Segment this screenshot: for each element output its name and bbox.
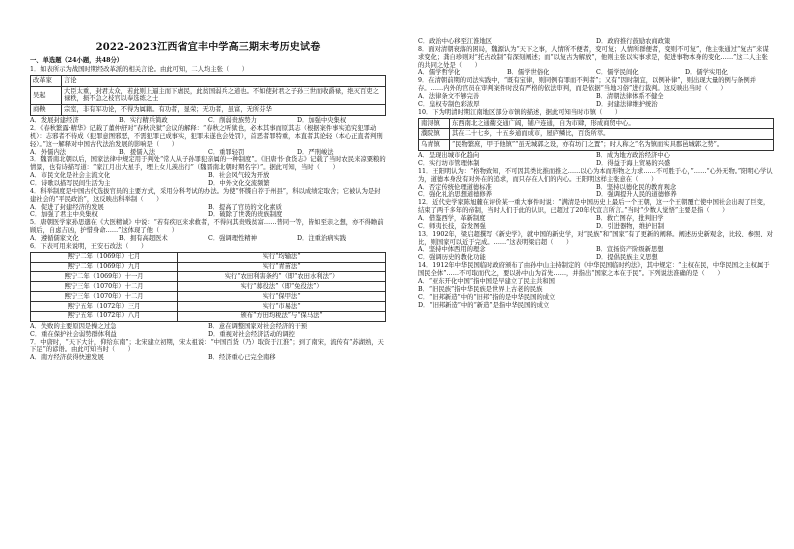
question-14-stem: 14．1912年中华民国临时政府颁布了由孙中山主持制定的《中华民国临时约法》，其中规定：“主权在民，中华民国之主权属于国民全体”……不可取而代之，要以孙中山为首先……，并指出“国家之本在于民”。下列说法准确的是（ ） bbox=[418, 262, 770, 278]
table-cell: 熙宁二年（1069年）七月 bbox=[31, 252, 178, 262]
option-a: A．呈现出城市化趋向 bbox=[418, 152, 480, 160]
option-b: B．救亡图存，批判旧学 bbox=[596, 215, 664, 223]
option-a: A．“亚东开化中国”指中国是早建立了民主共和国 bbox=[418, 277, 555, 285]
table-cell: 熙宁二年（1069年）十一月 bbox=[31, 272, 178, 282]
question-9-stem: 9．在清朝前期的司法实践中，“既有宝律，则同例有罪而不判者”；又有“因时制宜，以例补律”，则出现大量的例与条例并存。……内外的官员在审判案件时没有严格的依法审判，而是依据“当地习俗”进行裁判。这反映出当时（ ） bbox=[418, 77, 757, 93]
option-c: C．重罪轻罚 bbox=[208, 148, 245, 156]
option-a: A．南方经济获得快速发展 bbox=[30, 354, 104, 362]
question-2-stem: 2．《春秋繁露·精华》记载了董仲舒对“春秋决狱”会议的解释：“春秋之听狱也，必本其事而原其志（根据案件事实追究犯罪动机）：志邪者不待成（犯罪意图邪恶，不需犯罪已成事实，犯罪未遂也会处罚），首恶者罪特重，本直者其论轻（本心正直者判刑轻）。”这一解释对中国古代法治发展的影响是（ ） bbox=[30, 125, 383, 148]
option-c: C．强调理性精神 bbox=[208, 235, 257, 243]
table-cell: “民物繁庶，甲于他镇”“虽无城郭之设，亦有坊门之置”；时人称之“名为镇而实具郡邑城郭之势”。 bbox=[450, 140, 774, 151]
table-cell: 实行“募役法”（即“免役法”） bbox=[178, 282, 386, 292]
option-b: B．实行精兵简政 bbox=[119, 117, 168, 125]
option-a: A．否定传统伦理道德标准 bbox=[418, 183, 492, 191]
option-a: A．借鉴西学，革新制度 bbox=[418, 215, 486, 223]
option-c: C．重在保护社会弱势群体利益 bbox=[30, 330, 117, 338]
question-1-stem: 1．如表所示为战国时期经改革派的相关言论。由此可知，二人均主张（ ） bbox=[30, 65, 249, 73]
table-cell: 大臣太重，封君太众，若此则上逼主而下虐民，此贫国弱兵之道也。不如使封君之子孙三世而收爵禄，绝灭百吏之禄秩，损不急之枝官以奉选练之士 bbox=[62, 86, 386, 105]
question-6-options bbox=[30, 323, 386, 339]
question-9-options bbox=[418, 93, 774, 109]
question-6-table bbox=[30, 252, 386, 322]
option-a: A．遵循儒家文化 bbox=[30, 235, 79, 243]
question-6-stem: 6．下表可用来说明，王安石改法（ ） bbox=[30, 242, 148, 250]
question-7-options-continued bbox=[418, 38, 774, 46]
option-a: A．外儒内法 bbox=[30, 148, 67, 156]
right-column bbox=[418, 38, 774, 309]
option-a: A．促进了封建经济的发展 bbox=[30, 203, 104, 211]
table-cell: 宗室，非有军功论，不得为属籍。有功者，显荣；无功者，虽富，无所芬华 bbox=[62, 105, 386, 116]
question-4-options bbox=[30, 204, 386, 220]
question-13-options bbox=[418, 246, 774, 262]
left-column bbox=[30, 57, 386, 362]
option-d: D．“旧邦新造”中的“新造”是指中华民国的成立 bbox=[418, 301, 550, 309]
question-4-stem: 4．科举制度是中国古代选拔官员的主要方式，采用分科考试的办法。为使“怀牒自荐于州县”，科以成绩定取舍；它被认为是封建社会的“平民政治”，这反映出科举制（ ） bbox=[30, 187, 381, 203]
table-cell: 熙宁五年（1072年）三月 bbox=[31, 302, 178, 312]
option-d: D．得益于海上贸易的兴盛 bbox=[596, 160, 671, 168]
option-d: D．中外文化交流频繁 bbox=[208, 180, 270, 188]
option-c: C．政治中心移至江淮地区 bbox=[418, 38, 493, 45]
option-d: D．儒学实用化 bbox=[685, 69, 728, 77]
option-b: B．宣扬资产阶级新思想 bbox=[596, 246, 664, 254]
question-1-table bbox=[30, 75, 386, 116]
question-3-stem: 3．魏晋南北朝以后，国家法律中规定用于判处“常人从子孙罪犯亲属的一种制度”。《旧唐书·食货志》记载了当时农民来凉粟粮的情景，也有诗描写道：“家江月出大星手，埋上女儿羡出行”（魏晋南北朝时期名字）”。据此可知，当时（ ） bbox=[30, 156, 386, 172]
table-cell: 熙宁三年（1070年）十二月 bbox=[31, 282, 178, 292]
section-heading: 一、单选题（24小题，共48分） bbox=[30, 57, 124, 64]
table-cell: 东西南北之通衢交通广阔，铺户连通，自为市肆，形成商贸中心。 bbox=[450, 118, 774, 129]
option-b: B．拥有高超医术 bbox=[119, 235, 168, 243]
table-cell: 实行“市易法” bbox=[178, 302, 386, 312]
question-12-stem: 12．近代史学家陈旭麓在评价某一重大事件时说：“满清是中国历史上最后一个王朝，这一个王朝覆亡使中国社会出现了巨变，结束了两千多年的帝制，当时人们于此的认识，已超过了20年代宣言所言。”当时“少数人觉悟”主要是指（ ） bbox=[418, 199, 770, 215]
option-a: A．法律条文不够完善 bbox=[418, 93, 480, 101]
table-cell: 熙宁五年（1072年）八月 bbox=[31, 311, 178, 321]
question-10-table bbox=[418, 118, 774, 152]
table-cell: 实行“农田利害条约”（即“农田水利法”） bbox=[178, 272, 386, 282]
option-b: B．坚持以德化民的教育观念 bbox=[596, 183, 677, 191]
table-cell: 熙宁二年（1069年）九月 bbox=[31, 262, 178, 272]
table-header-cell: 言论 bbox=[62, 75, 386, 86]
table-cell: 商鞅 bbox=[31, 105, 62, 116]
option-b: B．提高了官员的文化素质 bbox=[208, 203, 282, 211]
question-13-stem: 13．1902年，梁启超撰写《新史学》，就中国的新史学，对“民族”和“国家”有了更新的阐释。阐述历史新观念，比较、参照、对比，则国家可以近于完成。……”这表明梁启超（ ） bbox=[418, 230, 773, 246]
option-d: D．强调提升人民的道德修养 bbox=[596, 191, 677, 199]
question-8-stem: 8．面对清朝衰落的困局，魏源认为“天下之事，人情所不便者，变可复；人情所群便者，变则不可复”，他主张通过“复古”来谋求变化；龚自珍则对“托古改制”有深刻阐述；而“以复古为解放”，他则主张以实事求是，促进事物本身的变化……”这二人主张的共同之处是（ ） bbox=[418, 45, 769, 69]
question-5-stem: 5．唐朝医学家孙思邈在《大医精诚》中说：“若有疾厄来求救者，不得问其贵贱贫富……普同一等，皆如至亲之想，亦不得瞻前顾后，自虑吉凶，护惜身命……”这体现了他（ ） bbox=[30, 219, 384, 235]
table-cell: 颁布“方田均税法”与“保马法” bbox=[178, 311, 386, 321]
table-cell: 实行“青苗法” bbox=[178, 262, 386, 272]
option-b: B．经济重心已完全南移 bbox=[208, 354, 276, 362]
option-b: B．成为地方政治经济中心 bbox=[596, 152, 670, 160]
option-b: B．儒学世俗化 bbox=[507, 69, 550, 77]
table-cell: 南浔镇 bbox=[419, 118, 450, 129]
option-c: C．“旧邦新造”中的“旧邦”指的是中华民国的成立 bbox=[418, 293, 556, 301]
option-a: A．失败的主要原因是操之过急 bbox=[30, 322, 117, 330]
option-b: B．援儒入法 bbox=[119, 148, 156, 156]
option-d: D．封建法律维护统治 bbox=[596, 100, 658, 108]
option-d: D．注重治病实践 bbox=[297, 235, 347, 243]
question-10-stem: 10．下为明清时期江南地区部分市镇的描述，据此可知当时市镇（ ） bbox=[418, 108, 622, 116]
option-d: D．政府推行鼓励农商政策 bbox=[596, 38, 671, 45]
table-cell: 实行“均输法” bbox=[178, 252, 386, 262]
option-a: A．发展封建经济 bbox=[30, 117, 79, 125]
table-cell: 乌青镇 bbox=[419, 140, 450, 151]
option-c: C．皇权专制色彩浓厚 bbox=[418, 100, 480, 108]
table-cell: 吴起 bbox=[31, 86, 62, 105]
table-cell: 濮院镇 bbox=[419, 129, 450, 140]
question-3-options bbox=[30, 172, 386, 188]
table-cell: 其在二十七乡，十五乡通而成市，屋庐鳞比，百货所萃。 bbox=[450, 129, 774, 140]
option-c: C．实行坊市管理体制 bbox=[418, 160, 480, 168]
option-c: C．诗歌以描写民间生活为主 bbox=[30, 180, 111, 188]
exam-title: 2022-2023江西省宜丰中学高三期末考历史试卷 bbox=[95, 42, 321, 53]
table-cell: 熙宁三年（1070年）十二月 bbox=[31, 292, 178, 302]
option-b: B．社会风气较为开放 bbox=[208, 172, 270, 180]
question-7-options bbox=[30, 354, 386, 362]
option-d: D．重视对社会经济活动的调控 bbox=[208, 330, 295, 338]
table-header-cell: 改革家 bbox=[31, 75, 62, 86]
option-b: B．清朝法律体系不健全 bbox=[596, 93, 664, 101]
option-d: D．提倡民族主义思想 bbox=[596, 254, 658, 262]
option-d: D．严刑峻法 bbox=[297, 148, 334, 156]
option-c: C．师夷长技，奋发图强 bbox=[418, 222, 486, 230]
option-d: D．引进器物，维护旧制 bbox=[596, 222, 665, 230]
question-7-stem: 7．中唐时，“天下大计，仰给东南”；北宋建立初期，宋太祖说：“中国百货（乃）取资于江淮”；到了南宋，流传有“苏湖熟，天下足”的谚语。由此可知当时（ ） bbox=[30, 338, 384, 354]
question-5-options bbox=[30, 235, 386, 243]
table-cell: 实行“保甲法” bbox=[178, 292, 386, 302]
option-c: C．强化礼治思想道德修养 bbox=[418, 191, 493, 199]
option-d: D．加强中央集权 bbox=[297, 117, 347, 125]
option-c: C．儒学民间化 bbox=[596, 69, 639, 77]
option-a: A．坚持中体西用的理念 bbox=[418, 246, 486, 254]
question-11-stem: 11．王阳明认为：“格物致知，不可因其类比推而推之……以心为本而形物之力求……不可胜于心，”……“心外无物。”阳明心学认为，道德本身没有对外在的追求，而只存在人们的内心。王阳明这样主张意在（ ） bbox=[418, 167, 773, 183]
option-c: C．加强了君主中央集权 bbox=[30, 211, 98, 219]
option-a: A．儒学哲学化 bbox=[418, 69, 461, 77]
option-c: C．强调历史的教化功能 bbox=[418, 254, 486, 262]
question-1-options bbox=[30, 117, 386, 125]
option-d: D．破除了世袭的贵族制度 bbox=[208, 211, 283, 219]
question-12-options bbox=[418, 215, 774, 231]
option-b: B．“旧民族”指中华民族是世界上古老的民族 bbox=[418, 285, 543, 293]
option-c: C．削弱贵族势力 bbox=[208, 117, 257, 125]
option-a: A．市民文化是社会主流文化 bbox=[30, 172, 111, 180]
question-10-options bbox=[418, 152, 774, 168]
question-11-options bbox=[418, 184, 774, 200]
question-14-options bbox=[418, 278, 774, 309]
option-b: B．意在调整国家对社会经济的干预 bbox=[208, 322, 308, 330]
